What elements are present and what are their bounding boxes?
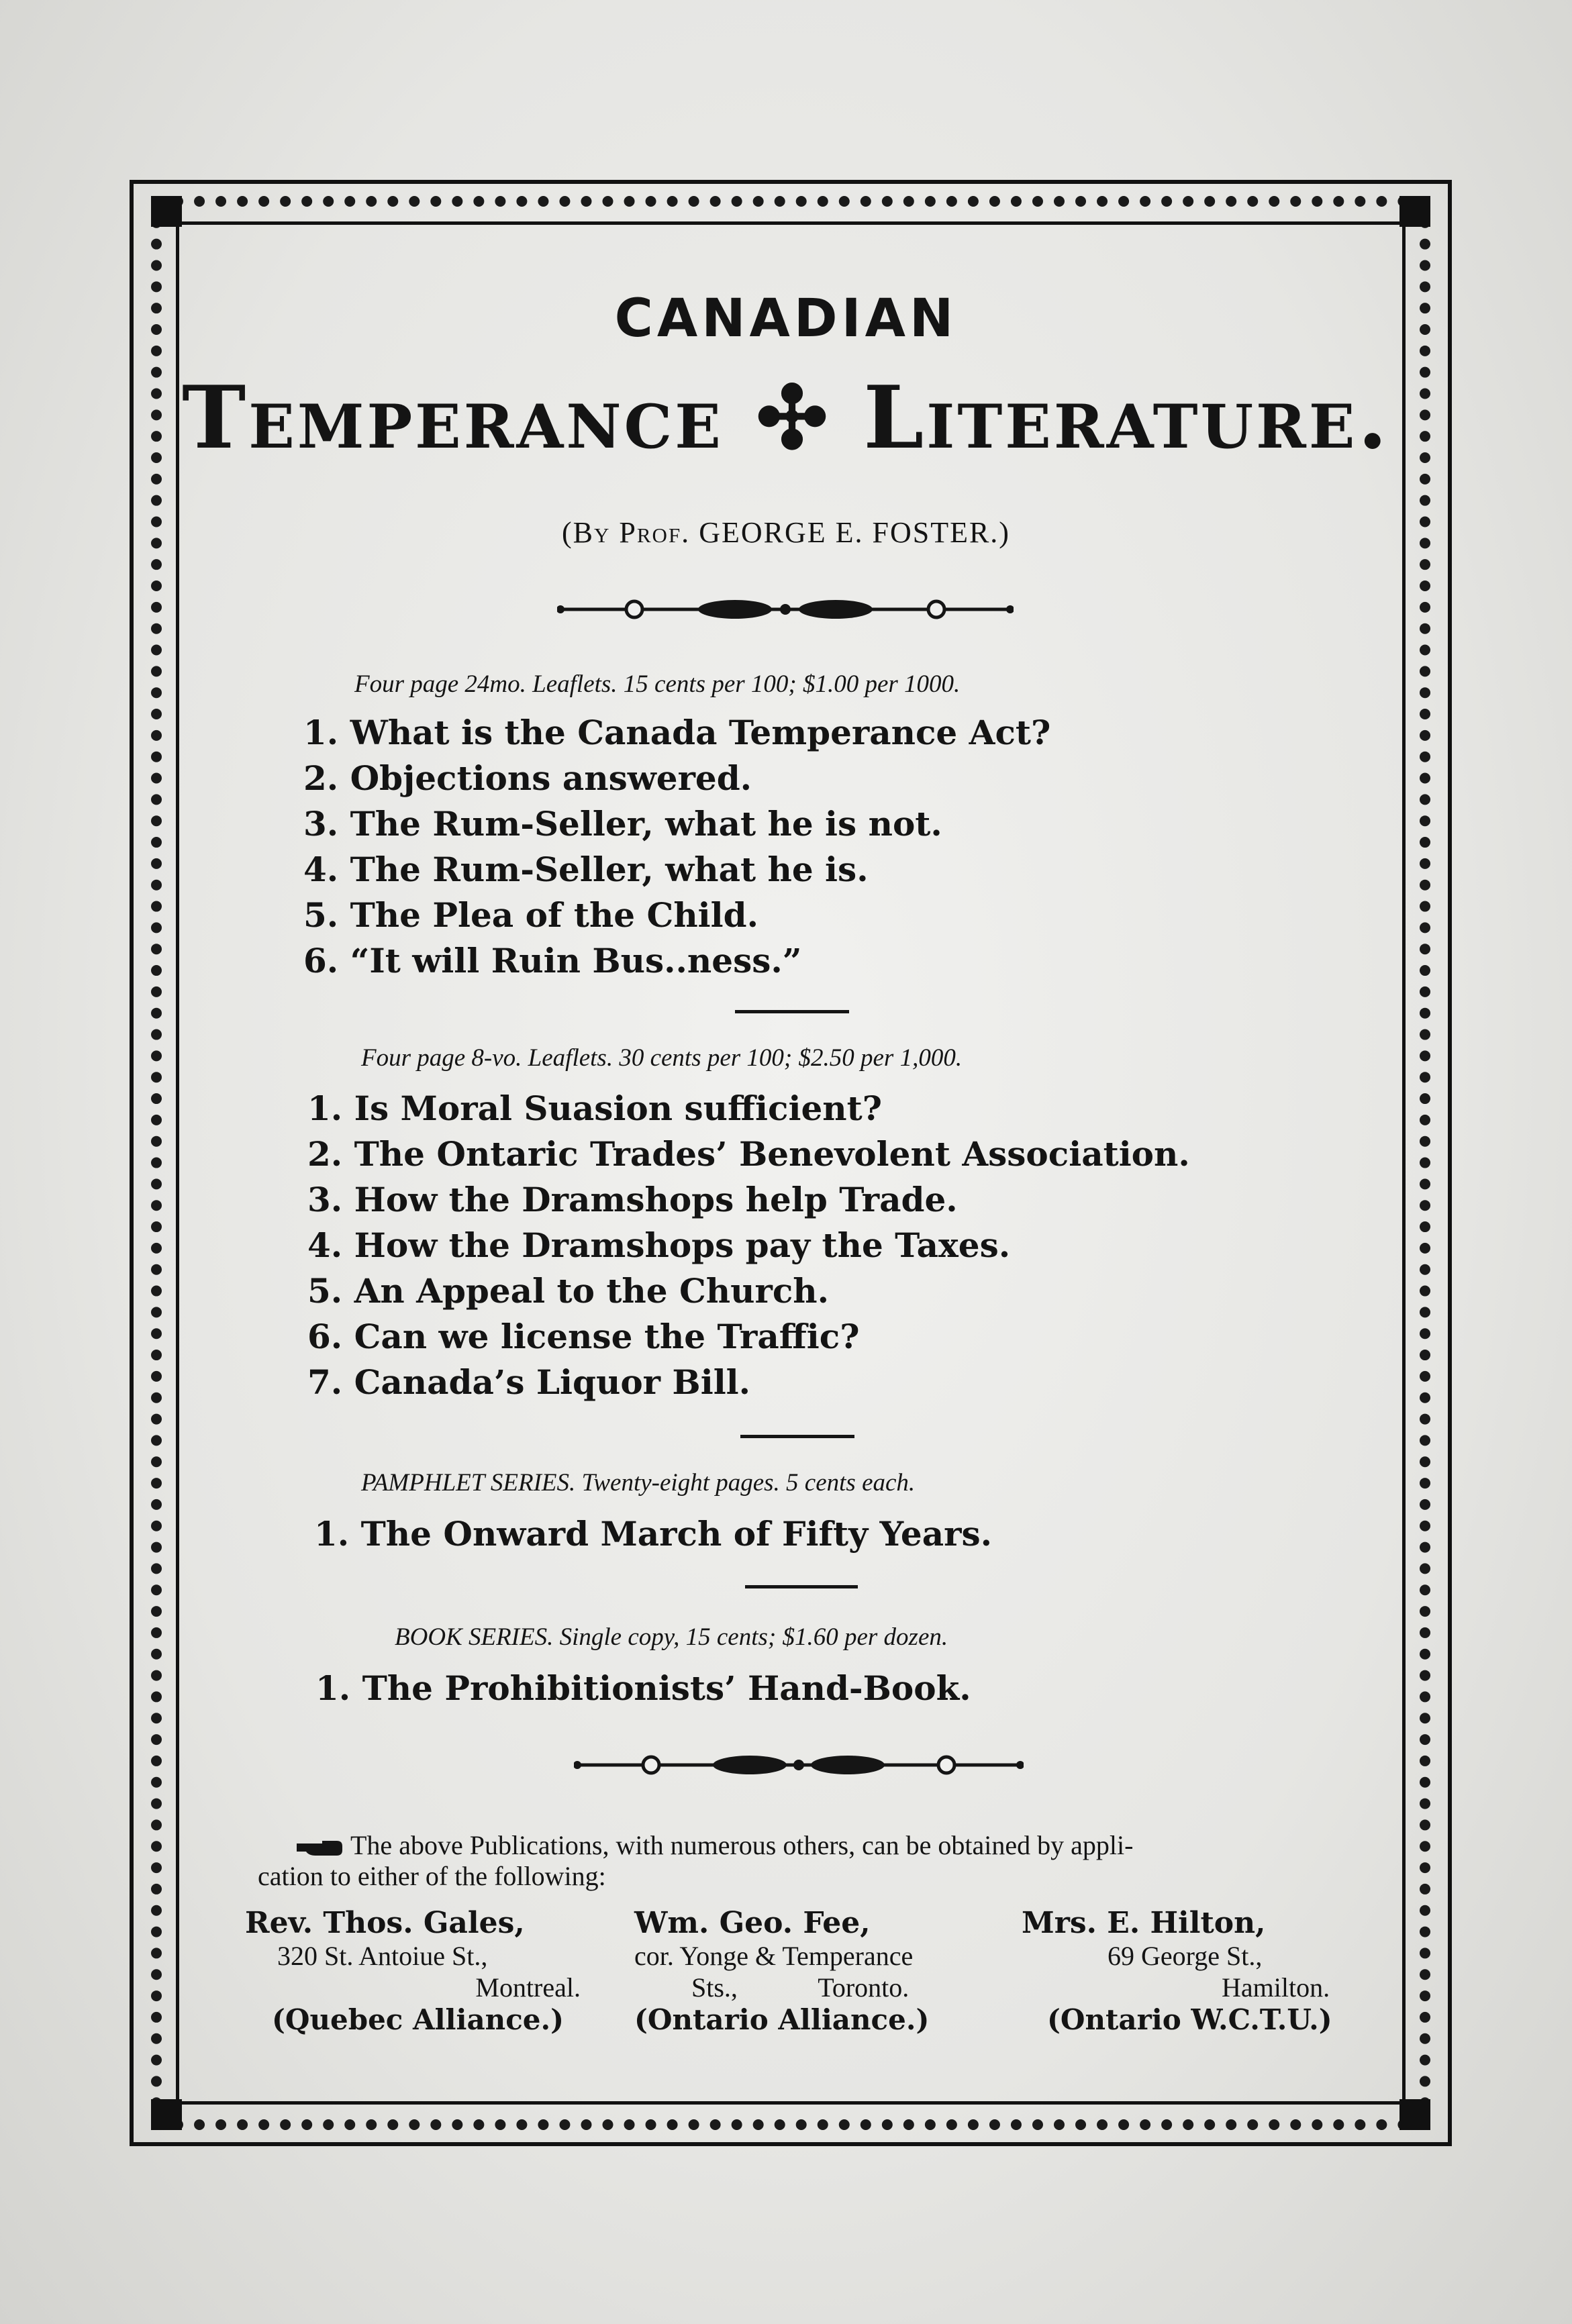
contact-name: Wm. Geo. Fee, (634, 1906, 871, 1940)
section-heading-pamphlet: PAMPHLET SERIES. Twenty-eight pages. 5 cents each. (361, 1469, 916, 1497)
section-heading-8vo: Four page 8-vo. Leaflets. 30 cents per 100; $2.50 per 1,000. (361, 1044, 963, 1072)
contact-quebec (245, 1906, 594, 2036)
contact-organization: (Ontario W.C.T.U.) (1047, 2003, 1332, 2036)
availability-note-line2: cation to either of the following: (258, 1861, 606, 1891)
availability-note-line1 (295, 1831, 1133, 1860)
contact-organization: (Ontario Alliance.) (634, 2003, 930, 2036)
ornament-divider-bottom (574, 1745, 1024, 1785)
contact-address-line2: Sts., Toronto. (691, 1972, 910, 2003)
list-item: 4. How the Dramshops pay the Taxes. (307, 1225, 1011, 1265)
contact-name: Mrs. E. Hilton, (1022, 1906, 1266, 1940)
contact-address-line1: cor. Yonge & Temperance (634, 1941, 914, 1971)
byline-name: GEORGE E. FOSTER.) (699, 516, 1010, 549)
list-item: 2. The Ontaric Trades’ Benevolent Association. (307, 1134, 1190, 1174)
list-item: 5. An Appeal to the Church. (307, 1271, 830, 1311)
list-item: 2. Objections answered. (303, 758, 752, 798)
contact-address-line2: Montreal. (475, 1972, 581, 2003)
contact-hamilton (1022, 1906, 1371, 2036)
section-rule (735, 1010, 849, 1013)
contact-address-line1: 320 St. Antoiue St., (277, 1941, 488, 1971)
list-item: 6. Can we license the Traffic? (307, 1317, 860, 1356)
section-heading-book: BOOK SERIES. Single copy, 15 cents; $1.60 per dozen. (395, 1623, 948, 1651)
header-canadian: CANADIAN (614, 289, 958, 349)
border-corner-bottom-right (1399, 2099, 1430, 2130)
contact-organization: (Quebec Alliance.) (272, 2003, 564, 2036)
list-item: 3. The Rum-Seller, what he is not. (303, 804, 942, 844)
list-item: 1. The Prohibitionists’ Hand-Book. (315, 1668, 971, 1708)
list-item: 3. How the Dramshops help Trade. (307, 1180, 958, 1219)
contact-address-line1: 69 George St., (1108, 1941, 1263, 1971)
contact-address-line2: Hamilton. (1222, 1972, 1330, 2003)
list-item: 4. The Rum-Seller, what he is. (303, 850, 869, 889)
list-item: 5. The Plea of the Child. (303, 895, 759, 935)
note-text-line1: The above Publications, with numerous others, can be obtained by appli- (350, 1830, 1134, 1860)
byline-open: ( (562, 516, 573, 549)
border-corner-top-left (151, 196, 182, 227)
ornament-divider-top (557, 589, 1014, 629)
contact-name: Rev. Thos. Gales, (245, 1906, 525, 1940)
byline (0, 515, 1572, 550)
list-item: 6. “It will Ruin Bus..ness.” (303, 941, 802, 980)
border-corner-top-right (1399, 196, 1430, 227)
list-item: 7. Canada’s Liquor Bill. (307, 1362, 751, 1402)
pointing-hand-icon (295, 1838, 344, 1858)
list-item: 1. Is Moral Suasion sufficient? (307, 1089, 883, 1128)
contact-toronto (634, 1906, 983, 2036)
list-item: 1. The Onward March of Fifty Years. (314, 1514, 993, 1554)
section-rule (740, 1435, 854, 1438)
list-item: 1. What is the Canada Temperance Act? (303, 713, 1051, 752)
byline-by: By Prof. (573, 516, 691, 549)
border-corner-bottom-left (151, 2099, 182, 2130)
section-rule (745, 1585, 858, 1588)
page-title: Temperance ✣ Literature. (181, 368, 1391, 468)
section-heading-24mo: Four page 24mo. Leaflets. 15 cents per 100; $1.00 per 1000. (354, 670, 961, 698)
